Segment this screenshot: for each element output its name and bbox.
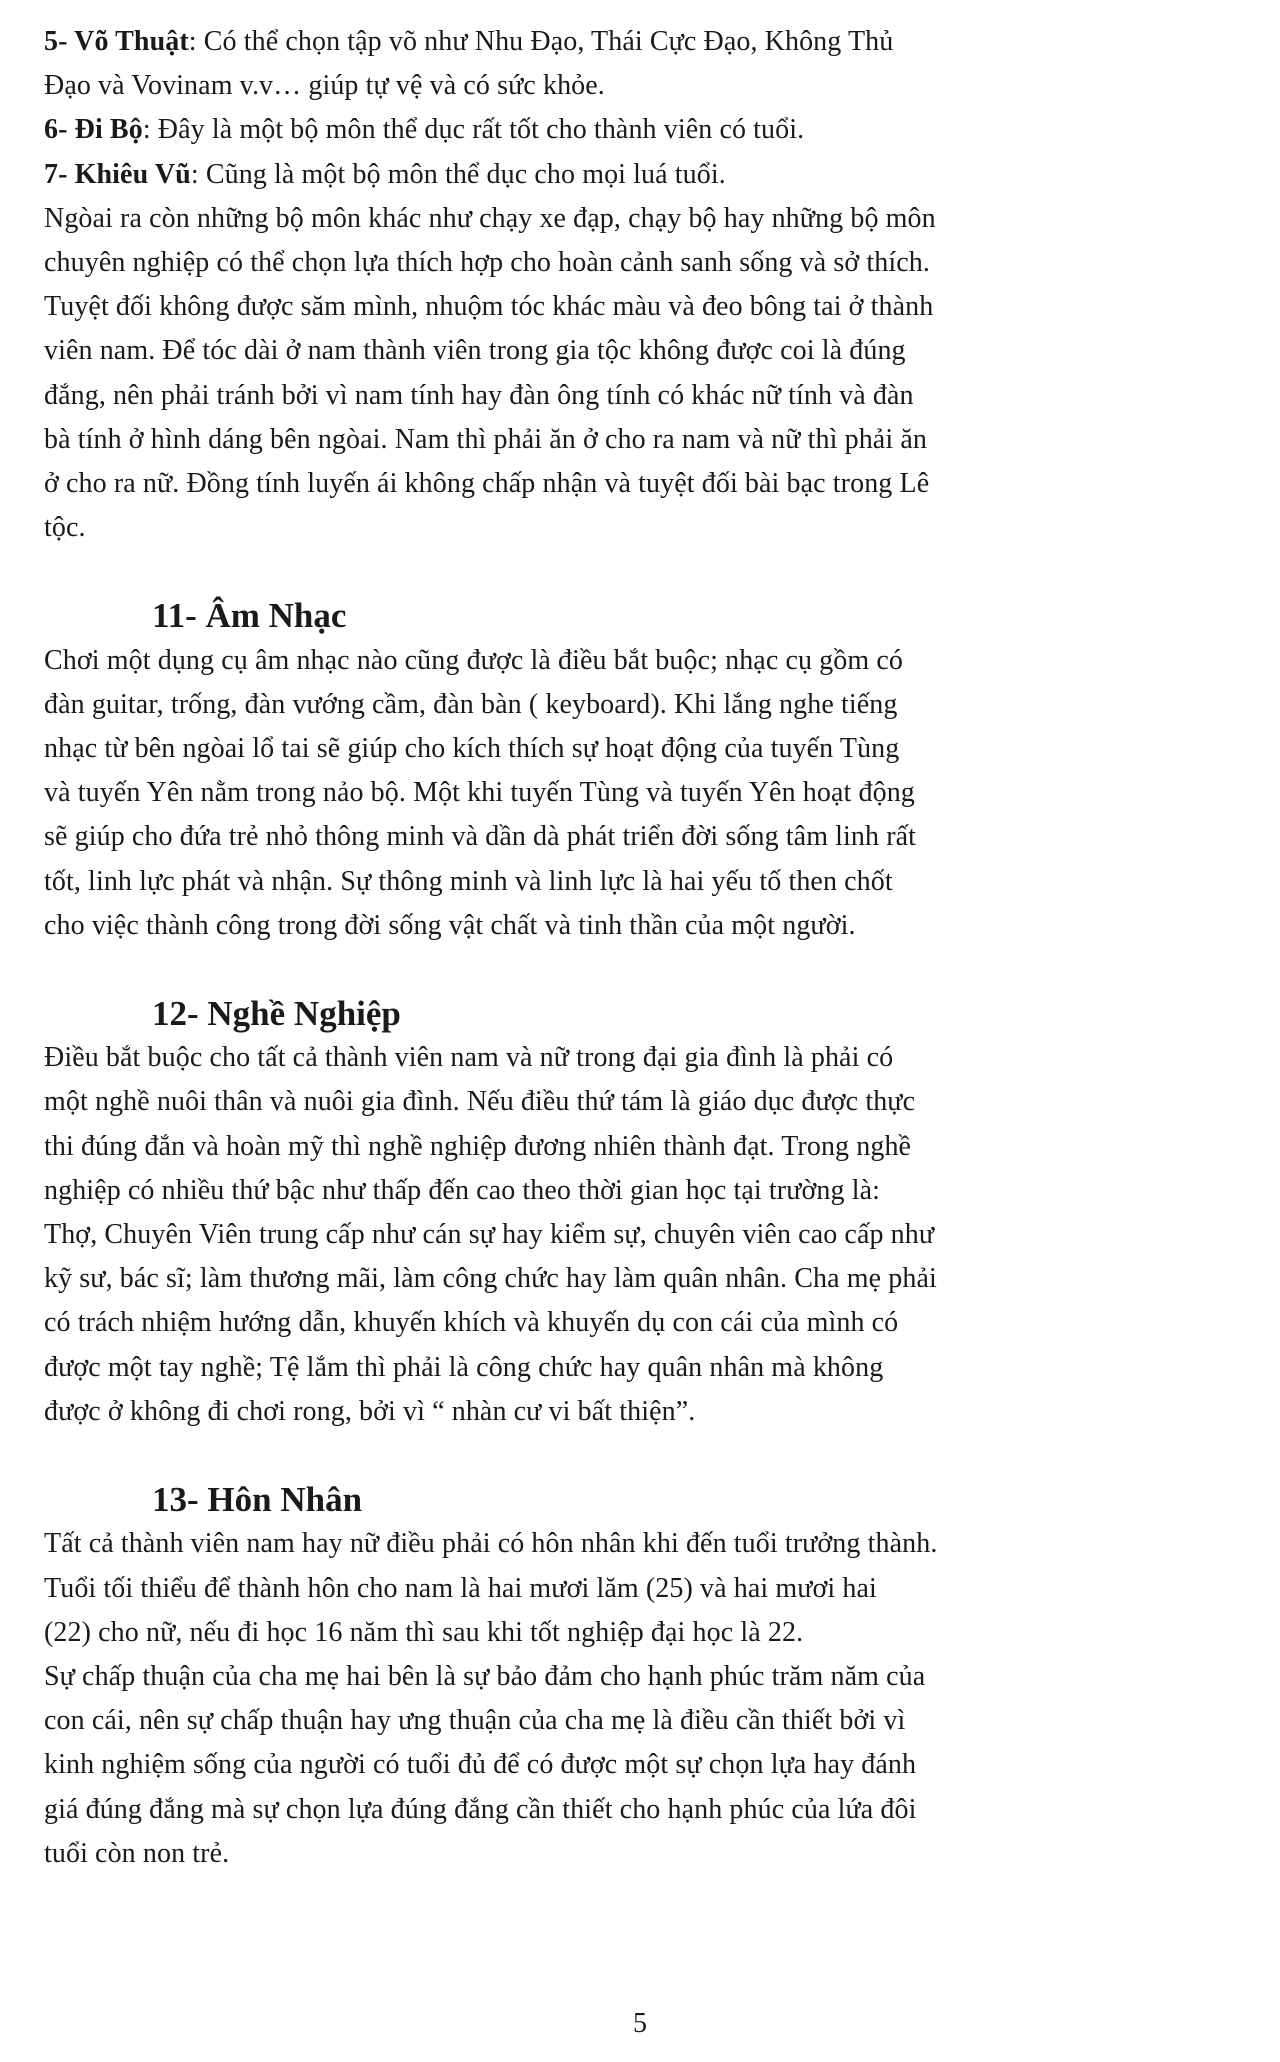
- intro-line: đắng, nên phải tránh bởi vì nam tính hay đàn ông tính có khác nữ tính và đàn: [44, 379, 914, 411]
- intro-line: bà tính ở hình dáng bên ngòai. Nam thì phải ăn ở cho ra nam và nữ thì phải ăn: [44, 423, 927, 455]
- item-title: 5- Võ Thuật: [44, 26, 189, 57]
- paragraph-line: nghiệp có nhiều thứ bậc như thấp đến cao theo thời gian học tại trường là:: [44, 1174, 880, 1206]
- spacer: [44, 1434, 1259, 1478]
- paragraph-line: Điều bắt buộc cho tất cả thành viên nam và nữ trong đại gia đình là phải có: [44, 1042, 894, 1074]
- item-title: 7- Khiêu Vũ: [44, 158, 191, 190]
- intro-line: tộc.: [44, 512, 86, 544]
- intro-line: 6- Đi Bộ: Đây là một bộ môn thể dục rất tốt cho thành viên có tuổi.: [44, 114, 805, 146]
- paragraph-line: cho việc thành công trong đời sống vật chất và tinh thần của một người.: [44, 909, 856, 941]
- paragraph-line: Tất cả thành viên nam hay nữ điều phải có hôn nhân khi đến tuổi trưởng thành.: [44, 1528, 938, 1560]
- intro-line: 7- Khiêu Vũ: Cũng là một bộ môn thể dục cho mọi luá tuổi.: [44, 158, 726, 190]
- section-career: [44, 992, 1259, 1434]
- paragraph-line: và tuyến Yên nằm trong nảo bộ. Một khi tuyến Tùng và tuyến Yên hoạt động: [44, 777, 915, 809]
- paragraph-line: Chơi một dụng cụ âm nhạc nào cũng được là điều bắt buộc; nhạc cụ gồm có: [44, 644, 903, 676]
- paragraph-line: (22) cho nữ, nếu đi học 16 năm thì sau khi tốt nghiệp đại học là 22.: [44, 1616, 804, 1648]
- paragraph-line: được ở không đi chơi rong, bởi vì “ nhàn cư vi bất thiện”.: [44, 1395, 696, 1427]
- paragraph-line: Sự chấp thuận của cha mẹ hai bên là sự bảo đảm cho hạnh phúc trăm năm của: [44, 1660, 926, 1692]
- paragraph-line: sẽ giúp cho đứa trẻ nhỏ thông minh và dần dà phát triển đời sống tâm linh rất: [44, 821, 917, 853]
- intro-block: [44, 20, 1259, 550]
- intro-line: Ngòai ra còn những bộ môn khác như chạy xe đạp, chạy bộ hay những bộ môn: [44, 202, 936, 234]
- paragraph-line: kinh nghiệm sống của người có tuổi đủ để có được một sự chọn lựa hay đánh: [44, 1749, 917, 1781]
- spacer: [44, 550, 1259, 594]
- paragraph-line: được một tay nghề; Tệ lắm thì phải là công chức hay quân nhân mà không: [44, 1351, 884, 1383]
- document-page: [44, 20, 1259, 1876]
- paragraph-line: kỹ sư, bác sĩ; làm thương mãi, làm công chức hay làm quân nhân. Cha mẹ phải: [44, 1263, 937, 1295]
- paragraph-line: Tuổi tối thiểu để thành hôn cho nam là hai mươi lăm (25) và hai mươi hai: [44, 1572, 877, 1604]
- intro-line: Đạo và Vovinam v.v… giúp tự vệ và có sức khỏe.: [44, 70, 605, 102]
- section-heading: 11- Âm Nhạc: [152, 596, 347, 636]
- paragraph-line: tuổi còn non trẻ.: [44, 1837, 230, 1869]
- paragraph-line: giá đúng đắng mà sự chọn lựa đúng đắng cần thiết cho hạnh phúc của lứa đôi: [44, 1793, 917, 1825]
- paragraph-line: con cái, nên sự chấp thuận hay ưng thuận của cha mẹ là điều cần thiết bởi vì: [44, 1705, 906, 1737]
- intro-line: viên nam. Để tóc dài ở nam thành viên trong gia tộc không được coi là đúng: [44, 335, 906, 367]
- paragraph-line: có trách nhiệm hướng dẫn, khuyến khích và khuyến dụ con cái của mình có: [44, 1307, 899, 1339]
- paragraph-line: Thợ, Chuyên Viên trung cấp như cán sự hay kiểm sự, chuyên viên cao cấp như: [44, 1219, 935, 1251]
- paragraph-line: thi đúng đắn và hoàn mỹ thì nghề nghiệp đương nhiên thành đạt. Trong nghề: [44, 1130, 912, 1162]
- intro-line: ở cho ra nữ. Đồng tính luyến ái không chấp nhận và tuyệt đối bài bạc trong Lê: [44, 468, 930, 500]
- intro-line: Tuyệt đối không được săm mình, nhuộm tóc khác màu và đeo bông tai ở thành: [44, 291, 934, 323]
- section-music: [44, 594, 1259, 948]
- intro-line: chuyên nghiệp có thể chọn lựa thích hợp cho hoàn cảnh sanh sống và sở thích.: [44, 247, 930, 279]
- paragraph-line: đàn guitar, trống, đàn vướng cầm, đàn bàn ( keyboard). Khi lắng nghe tiếng: [44, 688, 898, 720]
- item-title: 6- Đi Bộ: [44, 114, 143, 146]
- page-number: 5: [633, 2008, 647, 2039]
- section-heading: 13- Hôn Nhân: [152, 1480, 363, 1520]
- section-marriage: [44, 1478, 1259, 1876]
- paragraph-line: tốt, linh lực phát và nhận. Sự thông minh và linh lực là hai yếu tố then chốt: [44, 865, 893, 897]
- paragraph-line: nhạc từ bên ngòai lổ tai sẽ giúp cho kích thích sự hoạt động của tuyến Tùng: [44, 733, 900, 765]
- spacer: [44, 948, 1259, 992]
- paragraph-line: một nghề nuôi thân và nuôi gia đình. Nếu điều thứ tám là giáo dục được thực: [44, 1086, 916, 1118]
- section-heading: 12- Nghề Nghiệp: [152, 994, 401, 1034]
- intro-line: 5- Võ Thuật: Có thể chọn tập võ như Nhu Đạo, Thái Cực Đạo, Không Thủ: [44, 26, 894, 57]
